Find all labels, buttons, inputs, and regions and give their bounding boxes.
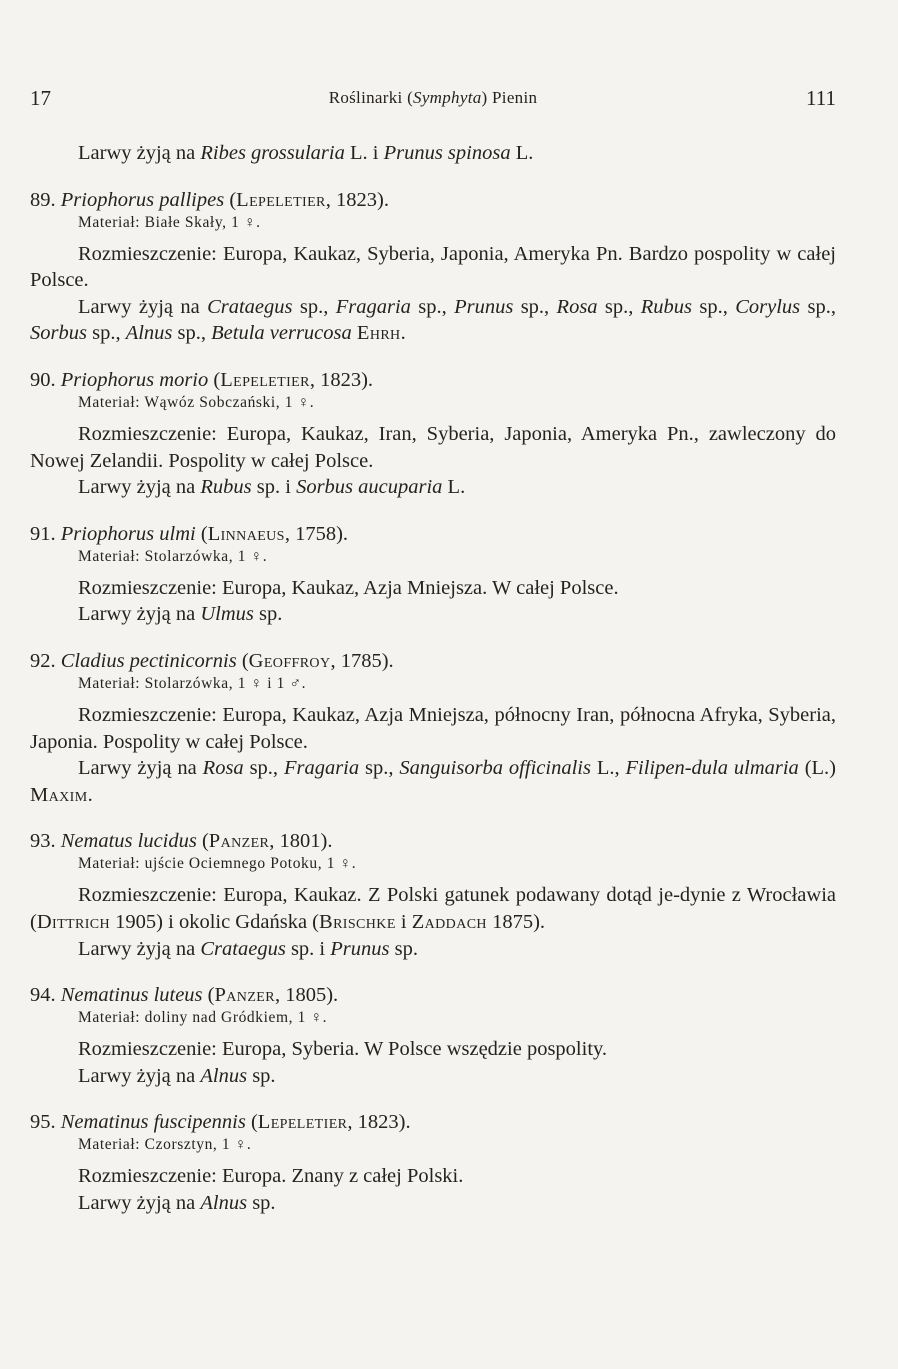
species-number: 90. [30, 368, 61, 391]
species-91-heading [30, 521, 836, 547]
taxon: Alnus [200, 1191, 248, 1214]
text: 1875). [486, 910, 546, 933]
taxon: Rosa [556, 295, 598, 318]
author: Brischke [319, 910, 396, 933]
text: ( [245, 1111, 258, 1134]
taxon: Rosa [202, 757, 244, 780]
species-91-larvae [30, 601, 836, 628]
running-title [30, 88, 836, 108]
species-94-material: Materiał: doliny nad Gródkiem, 1 ♀. [78, 1009, 328, 1027]
species-number: 89. [30, 188, 61, 211]
taxon: Rubus [640, 295, 692, 318]
author: Ehrh [356, 322, 401, 345]
taxon: Fragaria [335, 295, 411, 318]
species-number: 94. [30, 984, 61, 1007]
text: 1905) i okolic Gdańska ( [110, 910, 319, 933]
species-92-heading [30, 648, 836, 674]
text: sp., [692, 295, 736, 318]
text: , 1823). [347, 1111, 411, 1134]
species-90-heading [30, 367, 836, 393]
species-90-distribution: Rozmieszczenie: Europa, Kaukaz, Iran, Syberia, Japonia, Ameryka Pn., zawleczony do Nowej Zelandii. Pospolity w całej Polsce. [30, 422, 836, 472]
taxon: Sanguisorba officinalis [399, 757, 591, 780]
text: sp., [359, 757, 400, 780]
text: Rozmieszczenie: Europa, Kaukaz. Z Polski gatunek podawany dotąd je-dynie z Wrocławia ( [30, 884, 836, 933]
species-93-larvae [30, 936, 836, 963]
species-name: Cladius pectinicornis [60, 649, 237, 672]
species-90-material: Materiał: Wąwóz Sobczański, 1 ♀. [78, 393, 315, 411]
text: sp., [513, 295, 557, 318]
species-92-distribution: Rozmieszczenie: Europa, Kaukaz, Azja Mniejsza, północny Iran, północna Afryka, Syberia, Japonia. Pospolity w całej Polsce. [30, 703, 836, 753]
species-94-distribution: Rozmieszczenie: Europa, Syberia. W Polsce wszędzie pospolity. [78, 1038, 608, 1061]
author: Lepeletier [220, 368, 310, 391]
text: (L.) [798, 757, 836, 780]
text: sp., [597, 295, 641, 318]
title-part: Roślinarki ( [328, 88, 414, 107]
text: , 1801). [269, 830, 333, 853]
taxon: Sorbus aucuparia [296, 476, 443, 499]
text: sp., [243, 757, 284, 780]
species-name: Priophorus morio [60, 368, 209, 391]
text: Larwy żyją na [78, 295, 208, 318]
species-95-heading [30, 1109, 836, 1135]
body-text [30, 140, 836, 1216]
taxon: Prunus spinosa [383, 142, 511, 164]
species-93-heading [30, 828, 836, 854]
species-number: 95. [30, 1111, 61, 1134]
text: Larwy żyją na [78, 1191, 201, 1214]
taxon: Alnus [125, 322, 173, 345]
author: Lepeletier [257, 1111, 348, 1134]
taxon: Ulmus [200, 603, 254, 626]
species-name: Priophorus ulmi [60, 522, 196, 545]
species-94-larvae [30, 1063, 836, 1090]
text: sp., [292, 295, 336, 318]
text: i [395, 910, 412, 933]
text: ( [195, 522, 208, 545]
species-89-heading [30, 187, 836, 213]
taxon: Crataegus [207, 295, 293, 318]
running-header [30, 86, 836, 110]
text: ( [224, 188, 237, 211]
species-number: 91. [30, 522, 61, 545]
species-name: Nematinus fuscipennis [60, 1111, 246, 1134]
title-part: ) Pienin [481, 88, 538, 107]
author: Linnaeus [207, 522, 285, 545]
species-91-material: Materiał: Stolarzówka, 1 ♀. [78, 547, 268, 565]
taxon: Ribes grossularia [200, 142, 345, 164]
text: L. i [344, 142, 384, 164]
text: Larwy żyją na [78, 1064, 201, 1087]
text: L. [510, 142, 534, 164]
text: L., [590, 757, 626, 780]
species-name: Nematinus luteus [60, 984, 203, 1007]
text: Larwy żyją na [78, 603, 201, 626]
text: ( [196, 830, 209, 853]
text: . [400, 322, 406, 345]
author: Geoffroy [248, 649, 331, 672]
taxon: Corylus [735, 295, 801, 318]
left-number: 17 [30, 86, 51, 110]
species-95-larvae [30, 1190, 836, 1217]
text: . [87, 783, 93, 806]
page-number: 111 [806, 86, 836, 110]
taxon: Sorbus [30, 322, 87, 345]
author: Panzer [208, 830, 270, 853]
text: sp., [410, 295, 455, 318]
species-name: Nematus lucidus [60, 830, 197, 853]
author: Dittrich [36, 910, 111, 933]
taxon: Crataegus [200, 937, 286, 960]
text: , 1758). [284, 522, 349, 545]
species-92-larvae [30, 755, 836, 808]
taxon: Filipen-dula ulmaria [625, 757, 799, 780]
species-91-distribution: Rozmieszczenie: Europa, Kaukaz, Azja Mniejsza. W całej Polsce. [78, 576, 619, 599]
taxon: Rubus [200, 476, 252, 499]
text: , 1823). [309, 368, 374, 391]
species-92-material: Materiał: Stolarzówka, 1 ♀ i 1 ♂. [78, 674, 307, 692]
text: ( [208, 368, 221, 391]
text: Larwy żyją na [78, 757, 203, 780]
text: sp. [253, 603, 283, 626]
text: Larwy żyją na [78, 937, 201, 960]
author: Zaddach [411, 910, 487, 933]
taxon: Prunus [454, 295, 514, 318]
title-italic: Symphyta [413, 88, 482, 107]
text: Larwy żyją na [78, 142, 201, 164]
text: sp. i [251, 476, 297, 499]
text: sp., [86, 322, 126, 345]
text: sp. [247, 1064, 276, 1087]
text: Larwy żyją na [78, 476, 201, 499]
text: , 1805). [274, 984, 339, 1007]
species-89-distribution: Rozmieszczenie: Europa, Kaukaz, Syberia, Japonia, Ameryka Pn. Bardzo pospolity w całej Polsce. [30, 242, 836, 292]
text: sp. i [285, 937, 331, 960]
text: sp., [800, 295, 836, 318]
text: L. [442, 476, 466, 499]
species-89-larvae [30, 294, 836, 347]
species-94-heading [30, 982, 836, 1008]
species-89-material: Materiał: Białe Skały, 1 ♀. [78, 213, 261, 231]
species-90-larvae [30, 474, 836, 501]
text: ( [202, 984, 215, 1007]
species-name: Priophorus pallipes [60, 188, 225, 211]
text: ( [236, 649, 249, 672]
species-95-distribution: Rozmieszczenie: Europa. Znany z całej Polski. [78, 1165, 464, 1188]
text: , 1823). [325, 188, 389, 211]
text: sp., [172, 322, 212, 345]
taxon: Alnus [200, 1064, 248, 1087]
species-number: 92. [30, 649, 61, 672]
taxon: Prunus [330, 937, 390, 960]
text: sp. [247, 1191, 276, 1214]
author: Panzer [214, 984, 275, 1007]
species-95-material: Materiał: Czorsztyn, 1 ♀. [78, 1136, 252, 1154]
author: Maxim [30, 783, 88, 806]
text: sp. [389, 937, 418, 960]
species-93-material: Materiał: ujście Ociemnego Potoku, 1 ♀. [78, 855, 357, 873]
author: Lepeletier [236, 188, 326, 211]
species-93-distribution [30, 882, 836, 935]
taxon: Fragaria [283, 757, 360, 780]
taxon: Betula verrucosa [211, 322, 352, 345]
intro-larvae [30, 140, 836, 167]
species-number: 93. [30, 830, 61, 853]
text: , 1785). [330, 649, 394, 672]
